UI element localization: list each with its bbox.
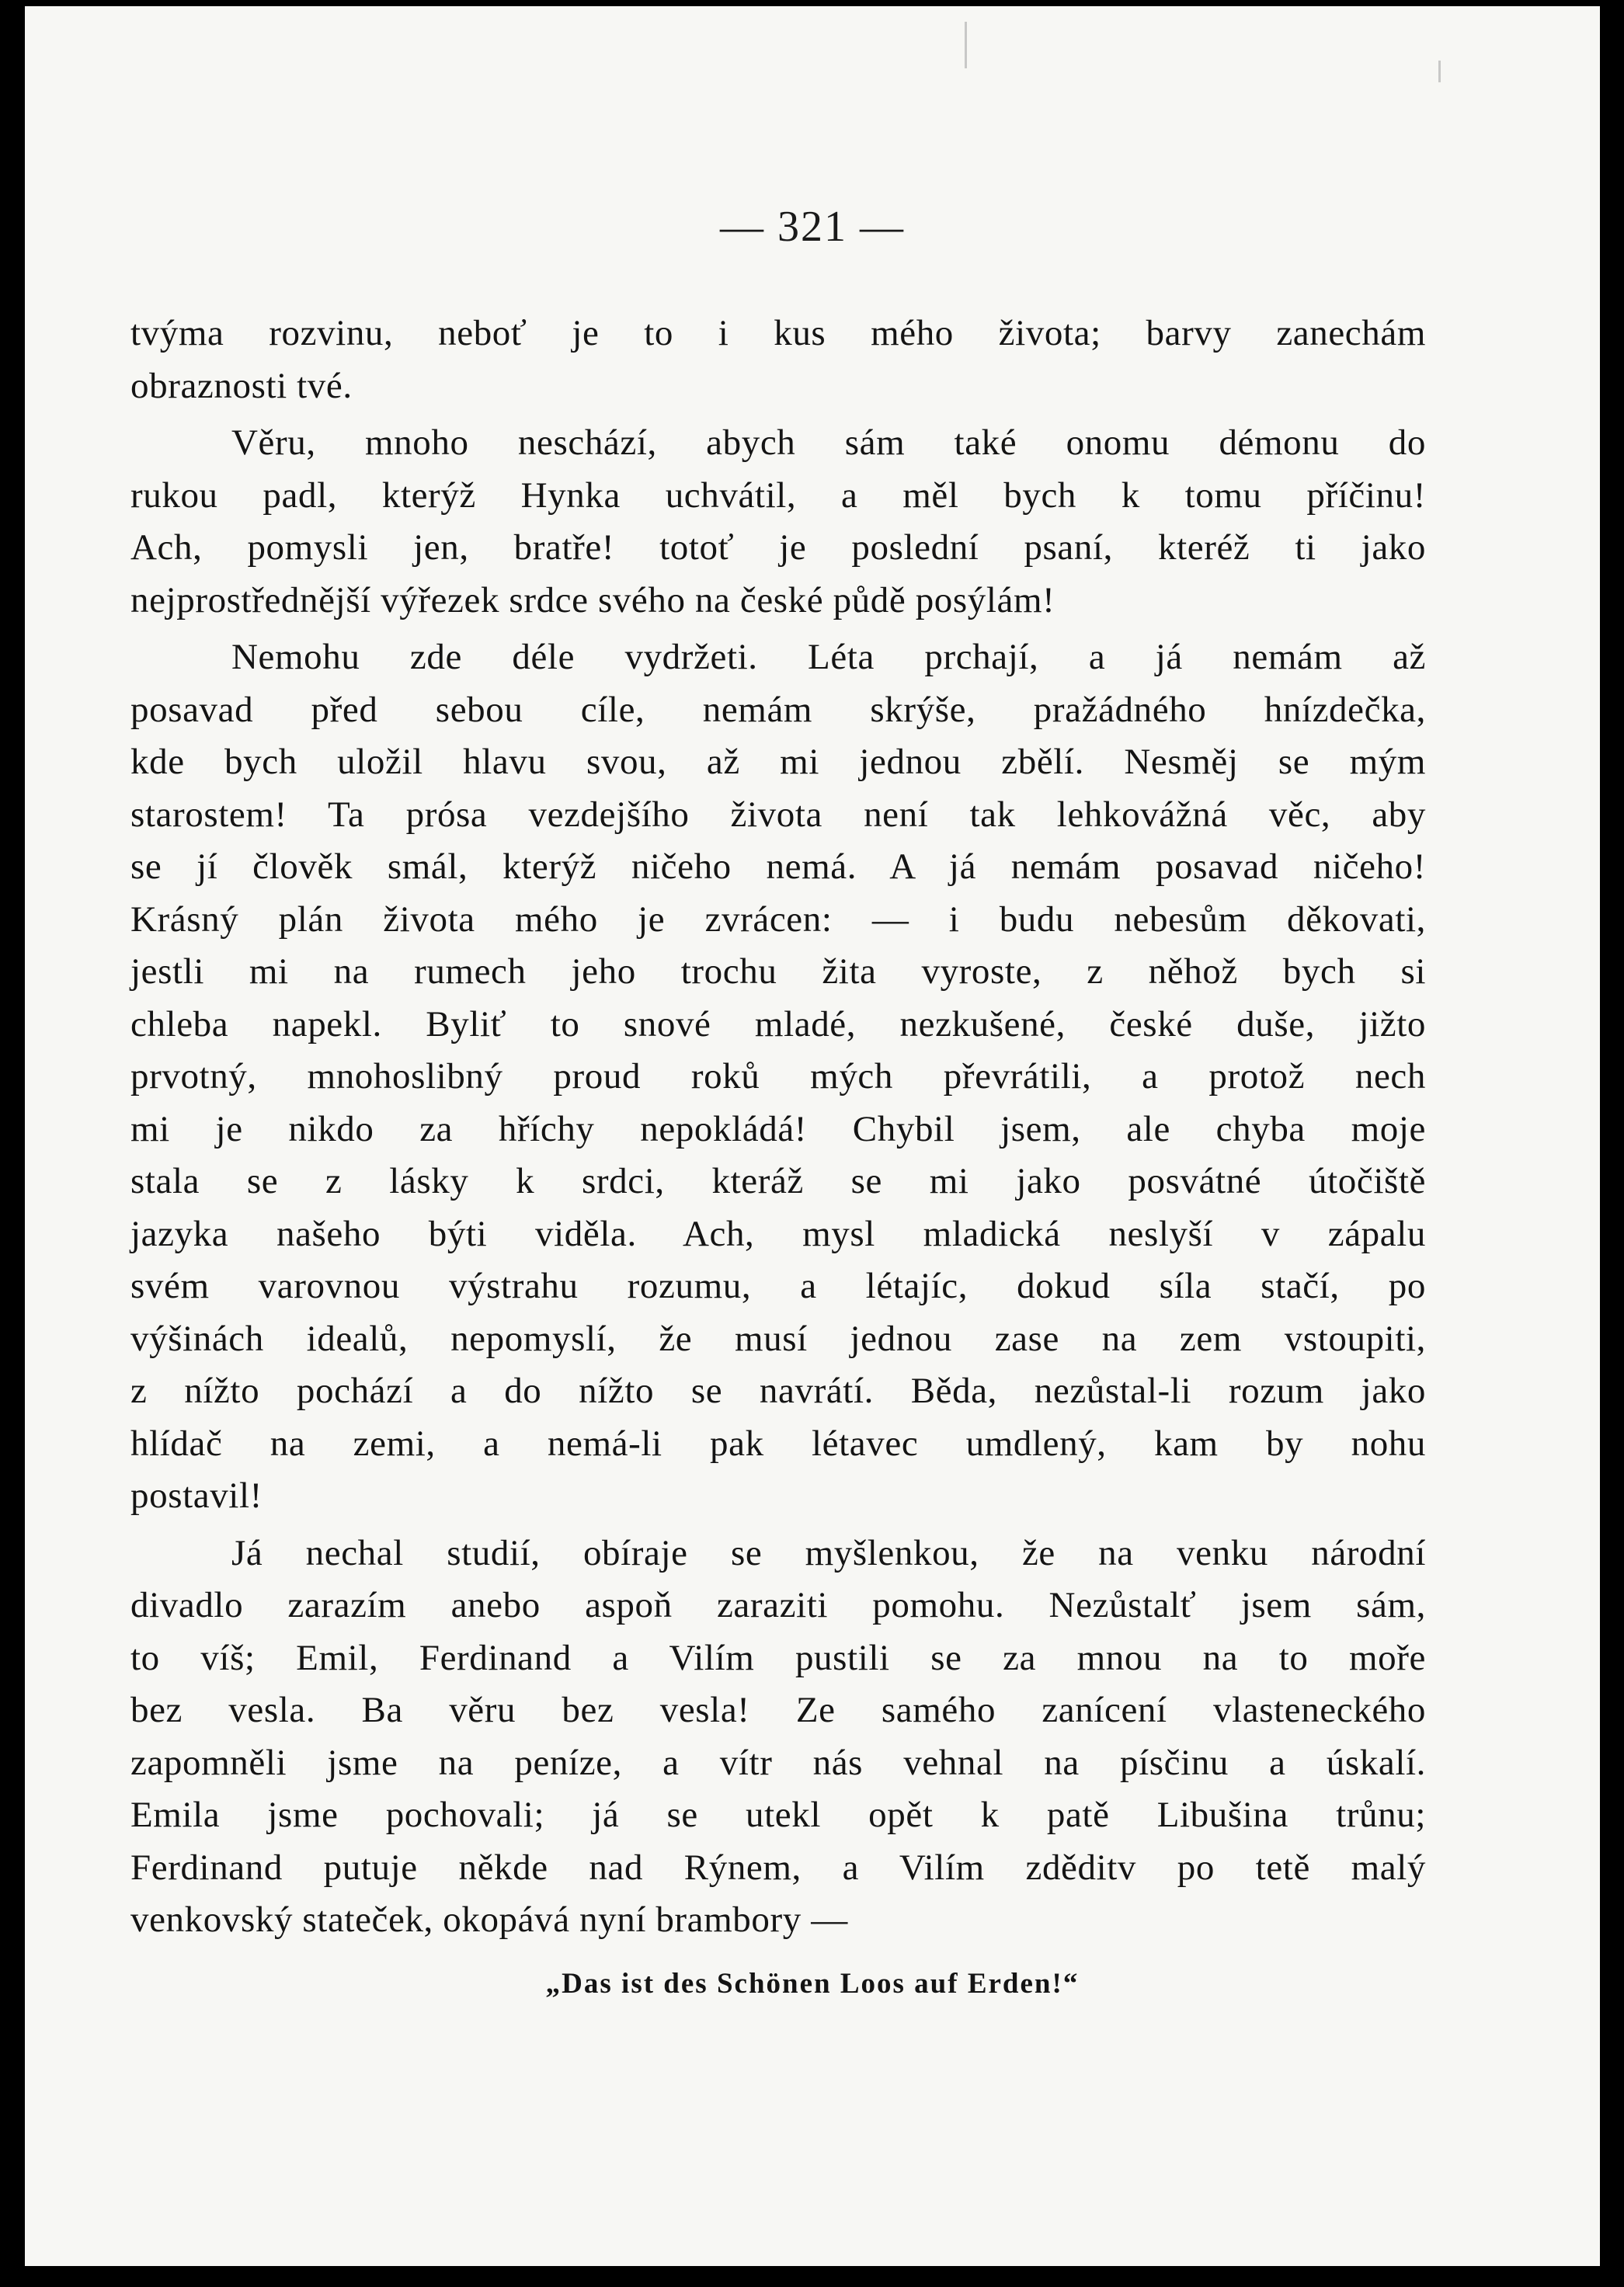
body-text [130,308,1426,1947]
paragraph [130,417,1426,627]
scan-artifact [965,22,967,68]
text-line: to víš; Emil, Ferdinand a Vilím pustili se za mnou na to moře [130,1637,1426,1678]
text-line: zapomněli jsme na peníze, a vítr nás vehnal na písčinu a úskalí. [130,1742,1426,1783]
text-line: svém varovnou výstrahu rozumu, a létajíc, dokud síla stačí, po [130,1266,1426,1306]
scan-artifact [1438,61,1441,82]
text-line: Já nechal studií, obíraje se myšlenkou, že na venku národní [231,1532,1426,1573]
text-line: výšinách idealů, nepomyslí, že musí jednou zase na zem vstoupiti, [130,1318,1426,1359]
text-line: Emila jsme pochovali; já se utekl opět k patě Libušina trůnu; [130,1795,1426,1835]
text-line: postavil! [130,1475,263,1516]
text-line: Ferdinand putuje někde nad Rýnem, a Vilím zděditv po tetě malý [130,1847,1426,1888]
text-line: Nemohu zde déle vydržeti. Léta prchají, a já nemám až [231,637,1426,677]
text-line: mi je nikdo za hříchy nepokládá! Chybil jsem, ale chyba moje [130,1108,1426,1149]
text-line: prvotný, mnohoslibný proud roků mých převrátili, a protož nech [130,1056,1426,1097]
closing-quote: „Das ist des Schönen Loos auf Erden!“ [545,1968,1080,2000]
text-line: Krásný plán života mého je zvrácen: — i budu nebesům děkovati, [130,898,1426,940]
text-line: bez vesla. Ba věru bez vesla! Ze samého zanícení vlasteneckého [130,1690,1426,1730]
text-line: chleba napekl. Byliť to snové mladé, nezkušené, české duše, jižto [130,1003,1426,1044]
text-line: rukou padl, kterýž Hynka uchvátil, a měl bych k tomu příčinu! [130,474,1426,516]
text-line: z nížto pochází a do nížto se navrátí. Běda, nezůstal-li rozum jako [130,1371,1426,1411]
text-line: divadlo zarazím anebo aspoň zaraziti pomohu. Nezůstalť jsem sám, [130,1585,1426,1625]
text-line: posavad před sebou cíle, nemám skrýše, pražádného hnízdečka, [130,689,1426,730]
text-line: stala se z lásky k srdci, kteráž se mi jako posvátné útočiště [130,1161,1426,1201]
page-number: — 321 — [720,203,905,251]
text-line: Ach, pomysli jen, bratře! totoť je poslední psaní, kteréž ti jako [130,527,1426,568]
text-line: nejprostřednější výřezek srdce svého na české půdě posýlám! [130,579,1055,620]
text-line: venkovský stateček, okopává nyní brambory — [130,1899,848,1940]
text-line: kde bych uložil hlavu svou, až mi jednou zbělí. Nesměj se mým [130,742,1426,782]
text-line: tvýma rozvinu, neboť je to i kus mého života; barvy zanechám [130,313,1426,353]
text-line: obraznosti tvé. [130,365,353,406]
text-line: Věru, mnoho neschází, abych sám také onomu démonu do [231,422,1426,463]
book-page [25,6,1600,2266]
paragraph [130,308,1426,412]
text-line: se jí člověk smál, kterýž ničeho nemá. A já nemám posavad ničeho! [130,846,1426,887]
text-line: jestli mi na rumech jeho trochu žita vyroste, z něhož bych si [130,951,1426,992]
paragraph [130,1528,1426,1947]
text-line: jazyka našeho býti viděla. Ach, mysl mladická neslyší v zápalu [130,1213,1426,1254]
text-line: starostem! Ta prósa vezdejšího života není tak lehkovážná věc, aby [130,794,1426,835]
paragraph [130,631,1426,1523]
text-line: hlídač na zemi, a nemá-li pak létavec umdlený, kam by nohu [130,1423,1426,1464]
